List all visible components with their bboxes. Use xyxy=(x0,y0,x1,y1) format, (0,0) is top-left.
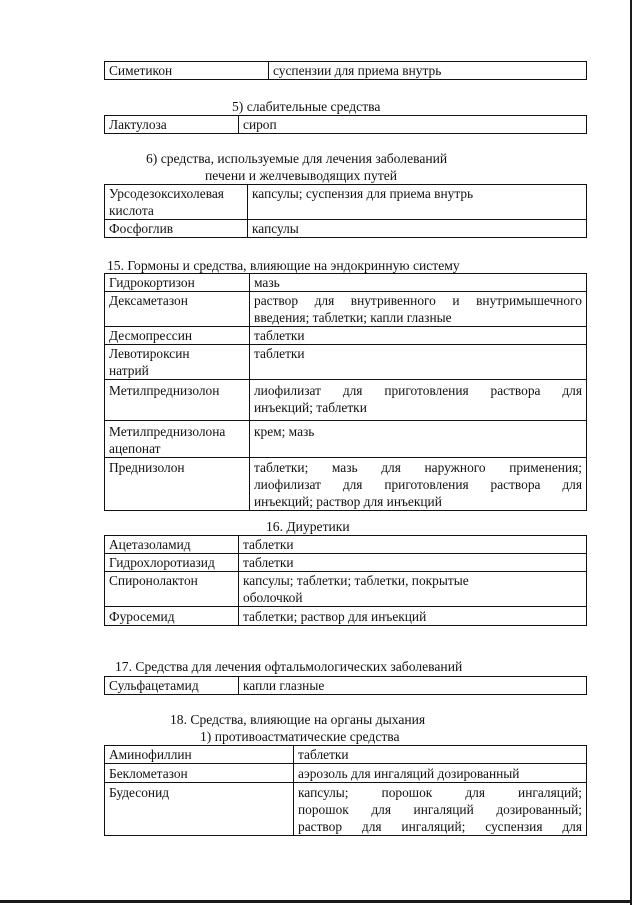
table-row xyxy=(105,746,587,764)
table-row xyxy=(105,607,587,626)
drug-form: мазь xyxy=(250,274,587,292)
drug-name: Фуросемид xyxy=(105,607,239,626)
section-heading-ophthalmology: 17. Средства для лечения офтальмологических заболеваний xyxy=(115,659,463,674)
section-heading-diuretics: 16. Диуретики xyxy=(266,519,350,534)
page-edge-bottom xyxy=(0,900,632,903)
drug-name: Гидрокортизон xyxy=(105,274,250,292)
table-simethicone xyxy=(104,61,587,80)
drug-form-line: раствор для внутривенного и внутримышечного xyxy=(254,293,582,308)
table-respiratory xyxy=(104,745,587,836)
drug-name: Будесонид xyxy=(105,783,294,836)
table-row xyxy=(105,185,587,220)
drug-name: Гидрохлоротиазид xyxy=(105,554,239,572)
table-row xyxy=(105,764,587,783)
section-heading-laxatives: 5) слабительные средства xyxy=(232,99,381,114)
table-row xyxy=(105,327,587,345)
drug-form: таблетки xyxy=(239,554,587,572)
drug-name-line: Левотироксин xyxy=(109,346,190,361)
drug-form-line: капсулы; порошок для ингаляций; xyxy=(298,785,582,800)
table-row xyxy=(105,677,587,695)
drug-form: суспензии для приема внутрь xyxy=(269,62,587,80)
section-heading-liver-line1: 6) средства, используемые для лечения заболеваний xyxy=(146,151,448,166)
drug-form: крем; мазь xyxy=(250,421,587,458)
drug-form: капсулы; суспензия для приема внутрь xyxy=(248,185,587,220)
drug-form xyxy=(250,458,587,511)
drug-form-line: порошок для ингаляций дозированный; xyxy=(298,802,582,817)
drug-form-line: введения; таблетки; капли глазные xyxy=(254,310,452,325)
drug-form: аэрозоль для ингаляций дозированный xyxy=(294,764,587,783)
table-row xyxy=(105,62,587,80)
drug-form xyxy=(250,292,587,327)
table-diuretics xyxy=(104,535,587,626)
drug-form xyxy=(250,380,587,421)
table-row xyxy=(105,345,587,380)
drug-form: сироп xyxy=(239,116,587,134)
drug-name: Преднизолон xyxy=(105,458,250,511)
drug-name-line: ацепонат xyxy=(109,441,161,456)
drug-form xyxy=(294,783,587,836)
drug-name: Спиронолактон xyxy=(105,572,239,607)
drug-form-line: инъекций; таблетки xyxy=(254,400,367,415)
drug-name: Дексаметазон xyxy=(105,292,250,327)
drug-form: таблетки; раствор для инъекций xyxy=(239,607,587,626)
table-row xyxy=(105,536,587,554)
table-ophthalmology xyxy=(104,676,587,695)
drug-form: таблетки xyxy=(239,536,587,554)
drug-name: Ацетазоламид xyxy=(105,536,239,554)
drug-name: Беклометазон xyxy=(105,764,294,783)
drug-name xyxy=(105,421,250,458)
drug-form: капли глазные xyxy=(239,677,587,695)
drug-name-line: натрий xyxy=(109,363,149,378)
drug-form-line: лиофилизат для приготовления раствора для xyxy=(254,477,582,492)
table-row xyxy=(105,572,587,607)
table-hormones xyxy=(104,273,587,511)
drug-name xyxy=(105,345,250,380)
drug-name: Аминофиллин xyxy=(105,746,294,764)
drug-name: Симетикон xyxy=(105,62,269,80)
table-row xyxy=(105,421,587,458)
drug-form: таблетки xyxy=(250,327,587,345)
drug-form-line: раствор для ингаляций; суспензия для xyxy=(298,819,582,834)
table-row xyxy=(105,380,587,421)
drug-form-line: инъекций; раствор для инъекций xyxy=(254,494,442,509)
drug-form-line: капсулы; таблетки; таблетки, покрытые xyxy=(243,573,469,588)
drug-form: таблетки xyxy=(250,345,587,380)
drug-name-line: Метилпреднизолона xyxy=(109,424,226,439)
table-row xyxy=(105,783,587,836)
drug-form-line: лиофилизат для приготовления раствора для xyxy=(254,383,582,398)
page-edge-right xyxy=(630,0,632,905)
drug-name: Метилпреднизолон xyxy=(105,380,250,421)
drug-name: Фосфоглив xyxy=(105,220,248,238)
table-row xyxy=(105,274,587,292)
table-row xyxy=(105,220,587,238)
table-row xyxy=(105,458,587,511)
drug-form: капсулы xyxy=(248,220,587,238)
drug-form-line: оболочкой xyxy=(243,590,303,605)
drug-name-line: кислота xyxy=(109,203,154,218)
drug-name: Лактулоза xyxy=(105,116,239,134)
section-heading-respiratory: 18. Средства, влияющие на органы дыхания xyxy=(170,712,426,727)
drug-form xyxy=(239,572,587,607)
drug-form-line: таблетки; мазь для наружного применения; xyxy=(254,460,582,475)
table-row xyxy=(105,554,587,572)
drug-name: Сульфацетамид xyxy=(105,677,239,695)
section-heading-liver-line2: печени и желчевыводящих путей xyxy=(205,168,398,183)
section-subheading-antiasthmatic: 1) противоастматические средства xyxy=(200,729,400,744)
drug-form: таблетки xyxy=(294,746,587,764)
drug-name xyxy=(105,185,248,220)
drug-name-line: Урсодезоксихолевая xyxy=(109,186,224,201)
drug-name: Десмопрессин xyxy=(105,327,250,345)
table-laxatives xyxy=(104,115,587,134)
table-row xyxy=(105,116,587,134)
section-heading-hormones: 15. Гормоны и средства, влияющие на эндокринную систему xyxy=(107,258,460,273)
table-row xyxy=(105,292,587,327)
table-liver xyxy=(104,184,587,238)
